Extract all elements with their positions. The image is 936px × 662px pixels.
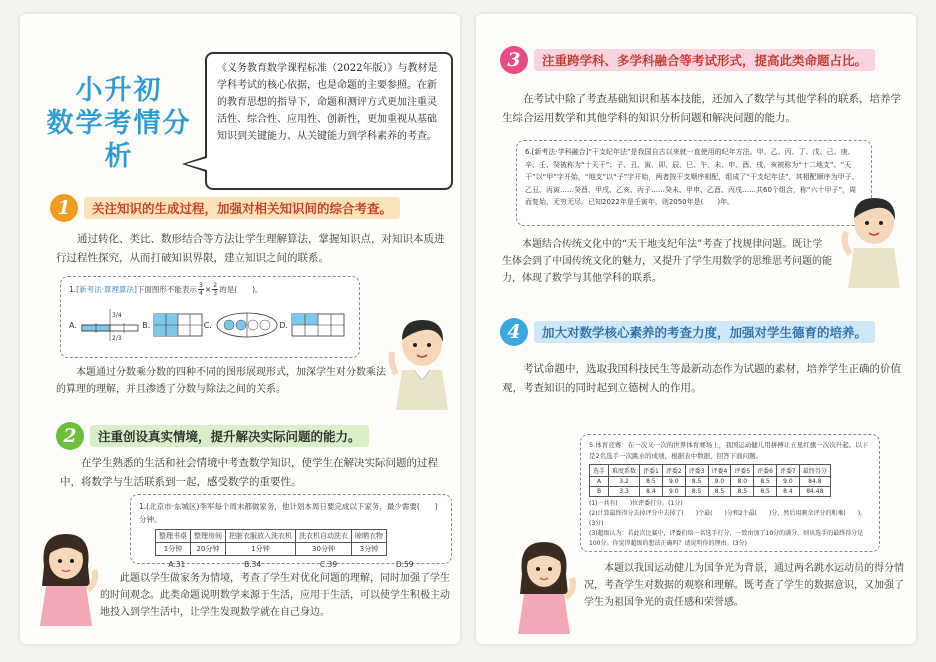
title-line-1: 小升初 (75, 75, 163, 106)
table-header-cell: 最终得分 (799, 465, 830, 477)
section-2-title: 注重创设真实情境，提升解决实际问题的能力。 (90, 425, 369, 447)
intro-speech-bubble (205, 52, 453, 190)
section-4-heading (500, 320, 875, 344)
option-a[interactable]: A. 3/4 2/3 (69, 307, 142, 343)
option-d[interactable]: D.59 (395, 560, 414, 569)
table-header-cell: 评委1 (640, 465, 663, 477)
table-cell: B (590, 487, 609, 497)
section-4-comment: 本题以我国运动健儿为国争光为背景，通过两名跳水运动员的得分情况，考查学生对数据的观察和理解。既考查了学生的数据意识，又加强了学生为祖国争光的责任感和荣誉感。 (584, 563, 904, 608)
section-4-question-box (580, 434, 880, 552)
table-cell: 8.0 (731, 477, 754, 487)
table-header-cell: 评委5 (731, 465, 754, 477)
table-cell: 3.3 (609, 487, 640, 497)
section-3-heading (500, 48, 875, 72)
table-cell: 8.5 (754, 487, 777, 497)
section-1-question-box (60, 276, 360, 358)
table-cell: 30分钟 (296, 543, 352, 556)
table-header-cell: 评委4 (708, 465, 731, 477)
option-d-grid-diagram (291, 313, 345, 337)
section-4-title: 加大对数学核心素养的考查力度，加强对学生德育的培养。 (534, 321, 875, 343)
table-cell: 8.5 (685, 487, 708, 497)
section-2-options (139, 560, 443, 569)
chores-table (155, 529, 387, 556)
question-text: 下面图形不能表示 (136, 285, 197, 294)
table-cell: 8.5 (640, 477, 663, 487)
section-3-text: 在考试中除了考查基础知识和基本技能，还加入了数学与其他学科的联系，培养学生综合运用数学和其他学科的知识分析问题和解决问题的能力。 (502, 93, 901, 124)
option-c[interactable]: C. (204, 307, 279, 343)
table-cell: 8.5 (708, 487, 731, 497)
table-row (156, 543, 387, 556)
table-cell: 84.8 (799, 477, 830, 487)
question-number: 1. (69, 285, 77, 294)
table-header-cell: 整理房间 (191, 530, 226, 543)
section-2-question: 1.(北京市·东城区)李军每个周末都做家务，他计划本周日要完成以下家务，最少需要( )分钟。 (139, 502, 438, 524)
table-header-row (156, 530, 387, 543)
strip-label-bottom: 2/3 (111, 335, 122, 342)
option-b-grid-diagram (153, 313, 203, 337)
section-2-text: 在学生熟悉的生活和社会情境中考查数学知识，使学生在解决实际问题的过程中，将数学与生活联系到一起，感受数学的重要性。 (60, 457, 438, 488)
table-header-cell: 评委7 (777, 465, 800, 477)
title-line-2: 数学考情分析 (46, 108, 192, 172)
table-cell: 9.0 (662, 477, 685, 487)
section-3-number: 3 (500, 46, 528, 74)
section-1-number: 1 (50, 194, 78, 222)
option-b[interactable]: B.34 (244, 560, 262, 569)
section-4-text: 考试命题中，选取我国科技民生等最新动态作为试题的素材，培养学生正确的价值观，考查知识的同时起到立德树人的作用。 (502, 363, 901, 394)
table-header-row (590, 465, 831, 477)
table-header-cell: 评委3 (685, 465, 708, 477)
table-cell: 9.0 (708, 477, 731, 487)
section-3-question: 6.[新考法·学科融合]“干支纪年法”是我国自古以来就一直使用的纪年方法。甲、乙、丙、丁、戊、己、庚、辛、壬、癸被称为“十天干”；子、丑、寅、卯、辰、巳、午、未、申、酉、戌、亥被称为“十二地支”。“天干”以“甲”字开始，“地支”以“子”字开始，两者按干支顺序相配，组成了“干支纪年法”，其相配顺序为甲子、乙丑、丙寅……癸酉、甲戌、乙亥、丙子……癸未、甲申、乙酉、丙戌……共60个组合，称“六十甲子”，周而复始，无穷无尽。已知2022年是壬寅年，则2050年是( )年。 (525, 148, 859, 206)
option-c-circles-diagram (215, 311, 279, 339)
table-header-cell: 把脏衣服放入洗衣机 (226, 530, 296, 543)
section-2-number: 2 (56, 422, 84, 450)
section-4-number: 4 (500, 318, 528, 346)
question-tag: [新考法·算理算法] (76, 285, 137, 294)
table-cell: 3.2 (609, 477, 640, 487)
section-2-comment: 此题以学生做家务为情境，考查了学生对优化问题的理解，同时加强了学生的时间观念。此类命题说明数学来源于生活，应用于生活，可以使学生积极主动地投入到学生活中，让学生发现数学就在自己身边。 (100, 573, 450, 618)
right-page (476, 14, 916, 644)
option-b[interactable]: B. (142, 307, 203, 343)
boy-teacher-illustration (388, 314, 458, 410)
times-sign: × (204, 285, 212, 294)
option-a-strip-diagram (80, 307, 142, 343)
section-2-question-box (130, 494, 452, 569)
section-3-question-box (516, 140, 872, 226)
table-header-cell: 整理书桌 (156, 530, 191, 543)
table-cell: A (590, 477, 609, 487)
strip-label-top: 3/4 (111, 312, 122, 319)
table-header-cell: 晾晒衣物 (352, 530, 387, 543)
sub-question-1: (1)一共有( )位评委打分。(1分) (589, 500, 683, 507)
page-title (34, 74, 204, 173)
table-header-cell: 评委2 (662, 465, 685, 477)
section-4-question: 5.体育竞赛：在一次又一次的世界体育赛场上，我国运动健儿用拼搏让五星红旗一次次升起。以下是2名选手一次跳水的成绩，根据表中数据，回答下面问题。 (589, 441, 869, 460)
section-1-heading (50, 196, 400, 220)
table-cell: 1分钟 (226, 543, 296, 556)
sub-question-2: (2)计算最终得分去掉评分中去掉了( )个最( )分和2个最( )分，然后用剩余评分的和乘( )。(3分) (589, 510, 867, 527)
table-cell: 8.5 (685, 477, 708, 487)
girl-thinking-illustration (510, 534, 578, 634)
table-cell: 8.5 (731, 487, 754, 497)
speech-bubble-tail-inner (186, 158, 207, 170)
table-cell: 8.4 (777, 487, 800, 497)
section-1-comment: 本题通过分数乘分数的四种不同的图形展现形式，加深学生对分数乘法的算理的理解，并且渗透了分数与除法之间的关系。 (56, 367, 386, 395)
section-1-question (69, 282, 351, 297)
table-header-cell: 洗衣机自动洗衣 (296, 530, 352, 543)
table-cell: 1分钟 (156, 543, 191, 556)
table-cell: 84.48 (799, 487, 830, 497)
intro-text: 《义务教育数学课程标准（2022年版）》与教材是学科考试的核心依据，也是命题的主要参照。在新的教育思想的指导下，命题和测评方式更加注重灵活性、综合性、应用性、创新性，更加重视从基础知识到关键能力、从关键能力到学科素养的考查。 (217, 63, 438, 142)
table-cell: 8.4 (640, 487, 663, 497)
girl-student-illustration (32, 526, 100, 626)
section-3-comment: 本题结合传统文化中的“天干地支纪年法”考查了找规律问题。既让学生体会到了中国传统文化的魅力，又提升了学生用数学的思维思考问题的能力，体现了数学与其他学科的联系。 (502, 239, 832, 284)
table-cell: 20分钟 (191, 543, 226, 556)
option-c[interactable]: C.39 (319, 560, 338, 569)
section-1-title: 关注知识的生成过程，加强对相关知识间的综合考查。 (84, 197, 400, 219)
table-cell: 9.0 (777, 477, 800, 487)
section-3-title: 注重跨学科、多学科融合等考试形式，提高此类命题占比。 (534, 49, 875, 71)
section-2-heading (56, 424, 369, 448)
option-d[interactable]: D. (279, 307, 345, 343)
table-cell: 3分钟 (352, 543, 387, 556)
table-row (590, 477, 831, 487)
table-header-cell: 难度系数 (609, 465, 640, 477)
sub-question-3: (3)超级认为：若此次比赛中，评委们给一名选手打分，一致由加了10分的满分，则该选手的最终得分是100分。你觉得超级的想法正确吗？请说明你的理由。(3分) (589, 530, 864, 547)
left-page (20, 14, 460, 644)
diving-scores-table (589, 464, 831, 497)
table-cell: 8.5 (754, 477, 777, 487)
table-row (590, 487, 831, 497)
section-1-text: 通过转化、类比、数形结合等方法让学生理解算法，掌握知识点，对知识本质进行过程性探究，从而打破知识界限，建立知识之间的联系。 (56, 233, 445, 264)
question-tail: 的是( )。 (219, 285, 263, 294)
boy-pointing-illustration (838, 192, 908, 288)
fraction-b: $\frac{2}{3}$ (213, 282, 218, 297)
option-a[interactable]: A.31 (168, 560, 186, 569)
table-cell: 9.0 (662, 487, 685, 497)
option-row (69, 307, 351, 343)
table-header-cell: 评委6 (754, 465, 777, 477)
table-header-cell: 选手 (590, 465, 609, 477)
fraction-a: $\frac{3}{4}$ (198, 282, 203, 297)
